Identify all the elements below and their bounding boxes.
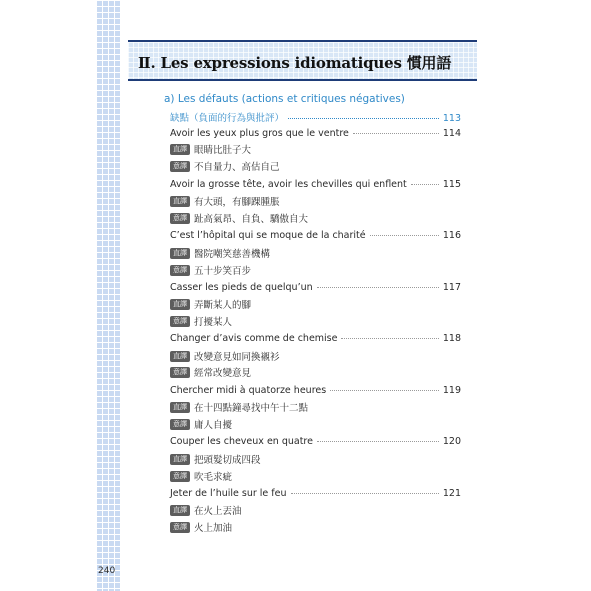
entry-page: 118: [442, 333, 461, 344]
literal-translation-row: [170, 142, 251, 156]
entry-page: 114: [442, 128, 461, 139]
dot-leader: [288, 118, 439, 119]
literal-translation-row: [170, 452, 261, 466]
literal-translation-row: [170, 503, 242, 517]
entry-expression: C’est l’hôpital qui se moque de la charité: [170, 230, 366, 241]
entry-page: 119: [442, 385, 461, 396]
meaning-tag: 意譯: [170, 213, 190, 224]
entry-expression: Couper les cheveux en quatre: [170, 436, 313, 447]
meaning-translation-row: [170, 365, 251, 379]
meaning-translation-row: [170, 263, 251, 277]
literal-text: 有大頭，有腳踝腫脹: [194, 197, 280, 208]
entry-row[interactable]: [170, 179, 461, 190]
literal-translation-row: [170, 194, 280, 208]
meaning-text: 五十步笑百步: [194, 266, 252, 277]
entry-expression: Chercher midi à quatorze heures: [170, 385, 327, 396]
dot-leader: [353, 133, 439, 134]
literal-tag: 直譯: [170, 248, 190, 259]
entry-row[interactable]: [170, 230, 461, 241]
subsection-label: 缺點（負面的行為與批評）: [170, 113, 285, 124]
literal-text: 改變意見如同換襯衫: [194, 352, 280, 363]
literal-text: 眼睛比肚子大: [194, 145, 252, 156]
literal-tag: 直譯: [170, 505, 190, 516]
entry-expression: Casser les pieds de quelqu’un: [170, 282, 313, 293]
subsection-row[interactable]: [170, 110, 461, 124]
entry-row[interactable]: [170, 128, 461, 139]
literal-tag: 直譯: [170, 196, 190, 207]
literal-tag: 直譯: [170, 454, 190, 465]
dot-leader: [317, 287, 439, 288]
meaning-translation-row: [170, 417, 232, 431]
page-edge-grid-strip: [96, 0, 121, 591]
literal-translation-row: [170, 349, 280, 363]
literal-tag: 直譯: [170, 299, 190, 310]
meaning-tag: 意譯: [170, 367, 190, 378]
dot-leader: [330, 390, 439, 391]
entry-expression: Jeter de l’huile sur le feu: [170, 488, 287, 499]
meaning-tag: 意譯: [170, 265, 190, 276]
literal-tag: 直譯: [170, 402, 190, 413]
literal-translation-row: [170, 400, 308, 414]
meaning-text: 火上加油: [194, 523, 233, 534]
dot-leader: [291, 493, 439, 494]
dot-leader: [411, 184, 439, 185]
meaning-translation-row: [170, 469, 232, 483]
meaning-tag: 意譯: [170, 161, 190, 172]
literal-text: 醫院嘲笑慈善機構: [194, 249, 271, 260]
meaning-tag: 意譯: [170, 419, 190, 430]
subsection-page: 113: [442, 113, 461, 124]
meaning-translation-row: [170, 314, 232, 328]
literal-tag: 直譯: [170, 351, 190, 362]
meaning-translation-row: [170, 520, 232, 534]
entry-row[interactable]: [170, 488, 461, 499]
literal-text: 弄斷某人的腳: [194, 300, 252, 311]
section-heading: a) Les défauts (actions et critiques négatives): [164, 93, 405, 105]
dot-leader: [317, 441, 439, 442]
literal-text: 在火上丟油: [194, 506, 242, 517]
entry-page: 120: [442, 436, 461, 447]
meaning-translation-row: [170, 159, 280, 173]
meaning-text: 庸人自擾: [194, 420, 233, 431]
literal-translation-row: [170, 297, 251, 311]
entry-row[interactable]: [170, 385, 461, 396]
literal-text: 把頭髮切成四段: [194, 455, 261, 466]
dot-leader: [370, 235, 439, 236]
chapter-title: Ⅱ. Les expressions idiomatiques 慣用語: [138, 54, 452, 72]
entry-row[interactable]: [170, 282, 461, 293]
entry-page: 116: [442, 230, 461, 241]
entry-expression: Avoir la grosse tête, avoir les chevilles qui enflent: [170, 179, 407, 190]
meaning-tag: 意譯: [170, 471, 190, 482]
entry-expression: Avoir les yeux plus gros que le ventre: [170, 128, 349, 139]
literal-tag: 直譯: [170, 144, 190, 155]
literal-text: 在十四點鐘尋找中午十二點: [194, 403, 309, 414]
meaning-tag: 意譯: [170, 522, 190, 533]
entry-row[interactable]: [170, 436, 461, 447]
page-number: 240: [98, 566, 116, 576]
dot-leader: [341, 338, 438, 339]
entry-row[interactable]: [170, 333, 461, 344]
entry-expression: Changer d’avis comme de chemise: [170, 333, 338, 344]
entry-page: 117: [442, 282, 461, 293]
meaning-translation-row: [170, 211, 308, 225]
meaning-tag: 意譯: [170, 316, 190, 327]
meaning-text: 經常改變意見: [194, 368, 252, 379]
meaning-text: 趾高氣昂、自負、驕傲自大: [194, 214, 309, 225]
meaning-text: 不自量力、高估自己: [194, 162, 280, 173]
literal-translation-row: [170, 246, 270, 260]
entry-page: 115: [442, 179, 461, 190]
entry-page: 121: [442, 488, 461, 499]
meaning-text: 打擾某人: [194, 317, 233, 328]
meaning-text: 吹毛求疵: [194, 472, 233, 483]
